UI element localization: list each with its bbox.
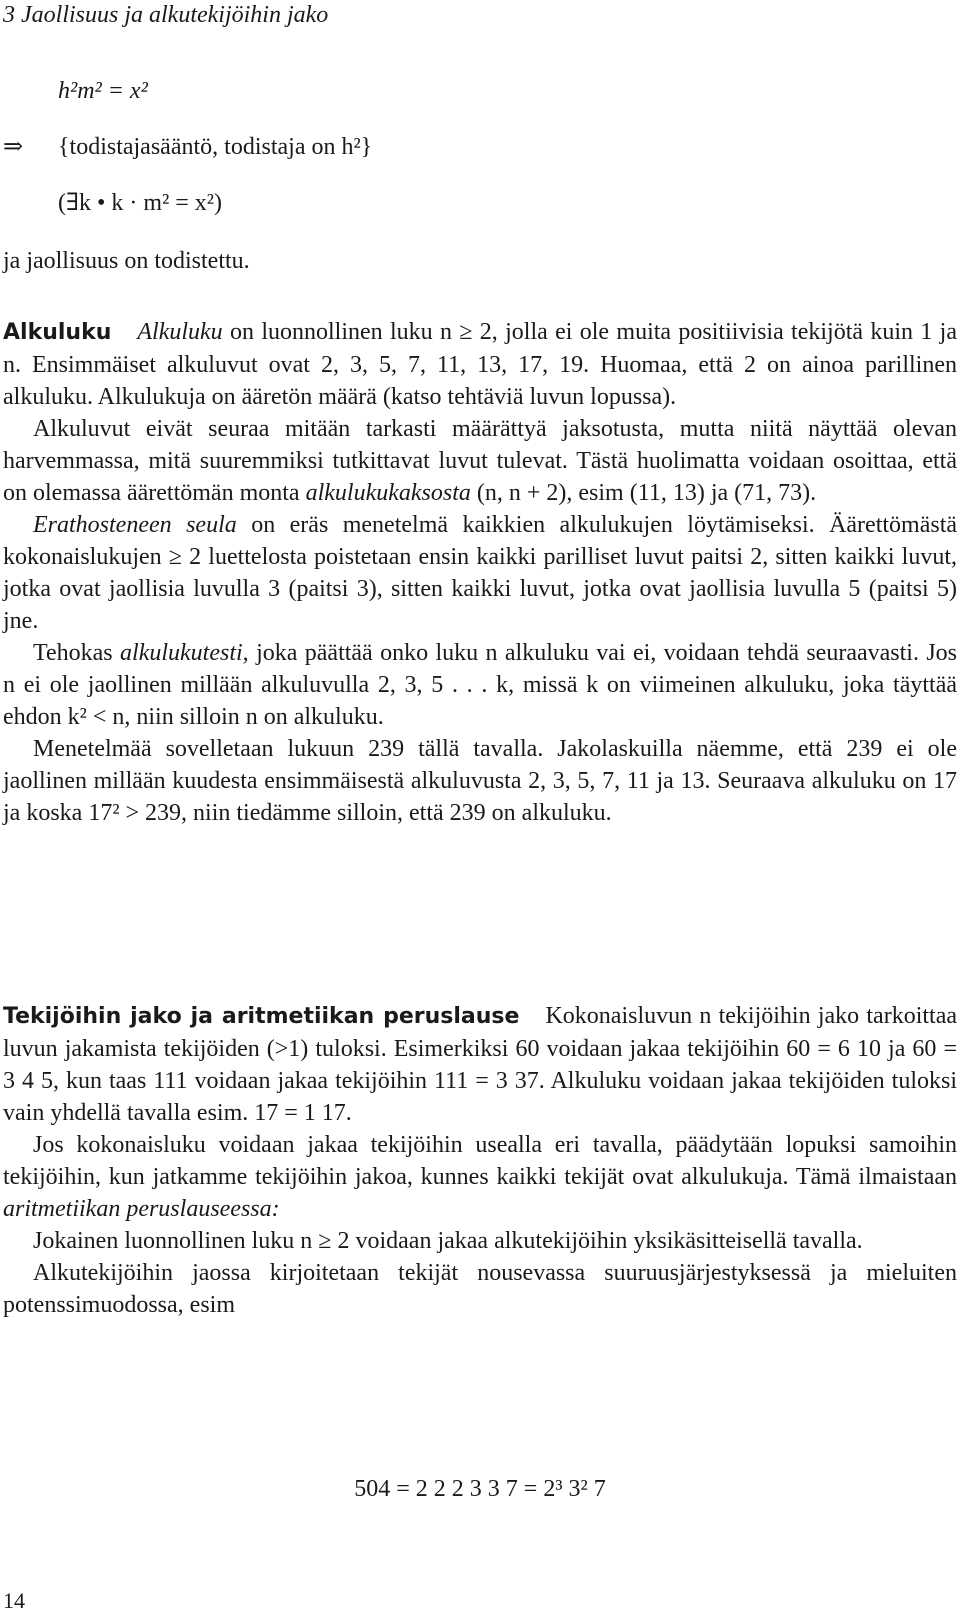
term-fundamental-theorem: aritmetiikan peruslauseessa: [3,1196,280,1222]
page-number: 14 [3,1588,25,1613]
prime-paragraph-2: Alkuluvut eivät seuraa mitään tarkasti määrättyä jaksotusta, mutta niitä näyttää olevan harvemmassa, mitä suuremmiksi tutkittavat luvut tulevat. Tästä huolimatta voidaan osoittaa, että on olemassa äärettömän monta alkulukukaksosta (n, n + 2), esim (11, 13) ja (71, 73). [3,416,957,506]
prime-paragraph-5: Menetelmää sovelletaan lukuun 239 tällä tavalla. Jakolaskuilla näemme, että 239 ei ole jaollinen millään kuudesta ensimmäisestä alkuluvusta 2, 3, 5, 7, 11 ja 13. Seuraava alkuluku on 17 ja koska 17² > 239, niin tiedämme silloin, että 239 on alkuluku. [3,736,957,826]
prime-paragraph-3: Erathosteneen seula on eräs menetelmä kaikkien alkulukujen löytämiseksi. Äärettömästä kokonaislukujen ≥ 2 luettelosta poistetaan ensin kaikki parilliset luvut paitsi 2, sitten kaikki luvut, jotka ovat jaollisia luvulla 3 (paitsi 3), sitten kaikki luvut, jotka ovat jaollisia luvulla 5 (paitsi 5) jne. [3,512,958,634]
section-heading: Alkuluku [3,320,112,345]
factorization-equation: 504 = 2 2 2 3 3 7 = 2³ 3² 7 [354,1476,606,1502]
factor-paragraph-4: Alkutekijöihin jaossa kirjoitetaan tekijät nousevassa suuruusjärjestyksessä ja mieluiten potenssimuodossa, esim [3,1260,957,1318]
proof-conclusion: ja jaollisuus on todistettu. [3,248,250,274]
theorem-statement: Jokainen luonnollinen luku n ≥ 2 voidaan jakaa alkutekijöihin yksikäsitteisellä tavalla. [33,1228,863,1254]
prime-paragraph-4: Tehokas alkulukutesti, joka päättää onko luku n alkuluku vai ei, voidaan tehdä seuraavasti. Jos n ei ole jaollinen millään alkuluvulla 2, 3, 5 . . . k, missä k on viimeinen alkuluku, joka täyttää ehdon k² < n, niin silloin n on alkuluku. [3,640,958,730]
factor-paragraph-1: Tekijöihin jako ja aritmetiikan peruslause Kokonaisluvun n tekijöihin jako tarkoittaa luvun jakamista tekijöiden (>1) tuloksi. Esimerkiksi 60 voidaan jakaa tekijöihin 60 = 6 10 ja 60 = 3 4 5, kun taas 111 voidaan jakaa tekijöihin 111 = 3 37. Alkuluku voidaan jakaa tekijöiden tuloksi vain yhdellä tavalla esim. 17 = 1 17. [3,1003,958,1126]
term-alkuluku: Alkuluku [137,319,223,345]
proof-line-3: (∃k • k · m² = x²) [58,190,222,216]
factor-paragraph-2: Jos kokonaisluku voidaan jakaa tekijöihin usealla eri tavalla, päädytään lopuksi samoihin tekijöihin, kun jatkamme tekijöihin jakoa, kunnes kaikki tekijät ovat alkulukuja. Tämä ilmaistaan aritmetiikan peruslauseessa: [3,1132,957,1222]
section-factorization [3,1000,957,1321]
prime-paragraph-1: Alkuluku Alkuluku on luonnollinen luku n ≥ 2, jolla ei ole muita positiivisia tekijötä kuin 1 ja n. Ensimmäiset alkuluvut ovat 2, 3, 5, 7, 11, 13, 17, 19. Huomaa, että 2 on ainoa parillinen alkuluku. Alkulukuja on ääretön määrä (katso tehtäviä luvun lopussa). [3,319,958,410]
section-heading: Tekijöihin jako ja aritmetiikan peruslause [3,1004,520,1029]
term-twin-primes: alkulukukaksosta [305,480,471,506]
chapter-header: 3 Jaollisuus ja alkutekijöihin jako [3,2,329,28]
term-prime-test: alkulukutesti, [120,640,249,666]
section-prime [3,316,957,829]
term-sieve: Erathosteneen seula [33,512,237,538]
proof-line-1: h²m² = x² [58,78,148,104]
proof-line-2: {todistajasääntö, todistaja on h²} [58,134,373,160]
implies-arrow: ⇒ [3,134,24,160]
